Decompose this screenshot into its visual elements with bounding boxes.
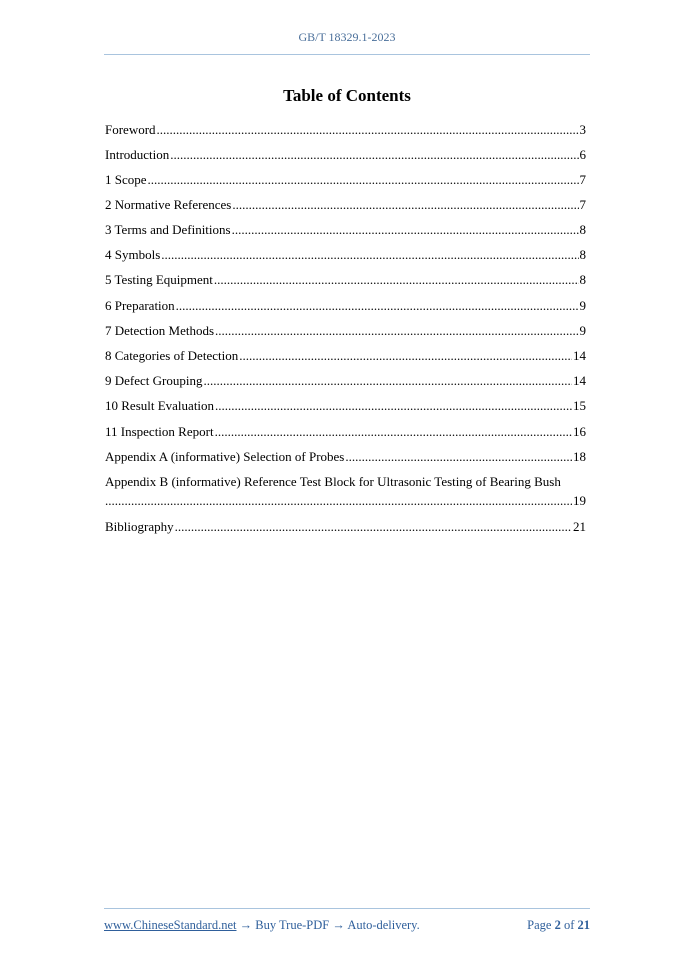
toc-page-number: 8 bbox=[579, 222, 586, 237]
toc-label: Foreword bbox=[105, 122, 156, 137]
toc-label: Introduction bbox=[105, 147, 170, 162]
toc-entry-terms-definitions[interactable] bbox=[105, 220, 586, 239]
toc-label: 4 Symbols bbox=[105, 247, 161, 262]
toc-entry-introduction[interactable] bbox=[105, 145, 586, 164]
toc-entry-appendix-b-leader[interactable] bbox=[105, 491, 586, 510]
toc-page-number: 14 bbox=[573, 348, 586, 363]
toc-page-number: 9 bbox=[579, 298, 586, 313]
toc-entry-bibliography[interactable] bbox=[105, 517, 586, 536]
toc-leader-dots bbox=[345, 447, 572, 466]
toc-label: 6 Preparation bbox=[105, 298, 175, 313]
toc-leader-dots bbox=[215, 396, 572, 415]
toc-leader-dots bbox=[239, 346, 572, 365]
toc-leader-dots bbox=[105, 491, 572, 510]
toc-label: Appendix B (informative) Reference Test Block for Ultrasonic Testing of Bearing Bush bbox=[105, 474, 561, 489]
toc-label: 7 Detection Methods bbox=[105, 323, 215, 338]
footer-divider bbox=[104, 908, 590, 909]
toc-label: 10 Result Evaluation bbox=[105, 398, 215, 413]
toc-page-number: 15 bbox=[573, 398, 586, 413]
toc-entry-preparation[interactable] bbox=[105, 296, 586, 315]
toc-page-number: 3 bbox=[579, 122, 586, 137]
toc-entry-defect-grouping[interactable] bbox=[105, 371, 586, 390]
toc-leader-dots bbox=[157, 120, 579, 139]
toc-leader-dots bbox=[215, 321, 578, 340]
toc-leader-dots bbox=[203, 371, 572, 390]
arrow-right-icon: → bbox=[239, 918, 253, 932]
toc-label: 2 Normative References bbox=[105, 197, 232, 212]
page-title: Table of Contents bbox=[283, 86, 411, 105]
toc-page-number: 16 bbox=[573, 424, 586, 439]
toc-entry-result-evaluation[interactable] bbox=[105, 396, 586, 415]
page-word: Page bbox=[527, 918, 552, 932]
toc-leader-dots bbox=[176, 296, 579, 315]
page-indicator bbox=[527, 918, 590, 933]
toc-leader-dots bbox=[215, 422, 572, 441]
toc-page-number: 14 bbox=[573, 373, 586, 388]
toc-leader-dots bbox=[232, 195, 578, 214]
toc-page-number: 21 bbox=[573, 519, 586, 534]
total-pages: 21 bbox=[577, 918, 590, 932]
document-code-header: GB/T 18329.1-2023 bbox=[298, 30, 396, 44]
toc-page-number: 7 bbox=[579, 197, 586, 212]
header-divider bbox=[104, 54, 590, 55]
toc-entry-symbols[interactable] bbox=[105, 245, 586, 264]
toc-entry-inspection-report[interactable] bbox=[105, 422, 586, 441]
toc-entry-categories-of-detection[interactable] bbox=[105, 346, 586, 365]
toc-label: 1 Scope bbox=[105, 172, 147, 187]
arrow-right-icon: → bbox=[332, 918, 345, 932]
toc-page-number: 8 bbox=[579, 247, 586, 262]
toc-leader-dots bbox=[232, 220, 579, 239]
toc-leader-dots bbox=[161, 245, 578, 264]
toc-entry-testing-equipment[interactable] bbox=[105, 270, 586, 289]
toc-leader-dots bbox=[214, 270, 579, 289]
toc-entry-foreword[interactable] bbox=[105, 120, 586, 139]
toc-leader-dots bbox=[148, 170, 579, 189]
toc-page-number: 8 bbox=[579, 272, 586, 287]
toc-entry-appendix-b[interactable] bbox=[105, 472, 586, 491]
toc-page-number: 7 bbox=[579, 172, 586, 187]
website-link[interactable]: www.ChineseStandard.net bbox=[104, 918, 237, 932]
toc-page-number: 6 bbox=[579, 147, 586, 162]
toc-label: Bibliography bbox=[105, 519, 174, 534]
toc-label: 5 Testing Equipment bbox=[105, 272, 213, 287]
current-page-number: 2 bbox=[554, 918, 561, 932]
toc-page-number: 19 bbox=[573, 493, 586, 508]
toc-label: 9 Defect Grouping bbox=[105, 373, 203, 388]
toc-label: 11 Inspection Report bbox=[105, 424, 214, 439]
toc-entry-appendix-a[interactable] bbox=[105, 447, 586, 466]
toc-entry-scope[interactable] bbox=[105, 170, 586, 189]
toc-leader-dots bbox=[175, 517, 572, 536]
toc-label: 3 Terms and Definitions bbox=[105, 222, 231, 237]
toc-leader-dots bbox=[170, 145, 578, 164]
toc-label: Appendix A (informative) Selection of Probes bbox=[105, 449, 345, 464]
auto-delivery-text: Auto-delivery. bbox=[347, 918, 420, 932]
footer-promo bbox=[104, 918, 420, 933]
of-word: of bbox=[563, 918, 575, 932]
toc-label: 8 Categories of Detection bbox=[105, 348, 239, 363]
toc-entry-detection-methods[interactable] bbox=[105, 321, 586, 340]
toc-entry-normative-references[interactable] bbox=[105, 195, 586, 214]
toc-page-number: 18 bbox=[573, 449, 586, 464]
buy-pdf-text: Buy True-PDF bbox=[255, 918, 330, 932]
toc-page-number: 9 bbox=[579, 323, 586, 338]
